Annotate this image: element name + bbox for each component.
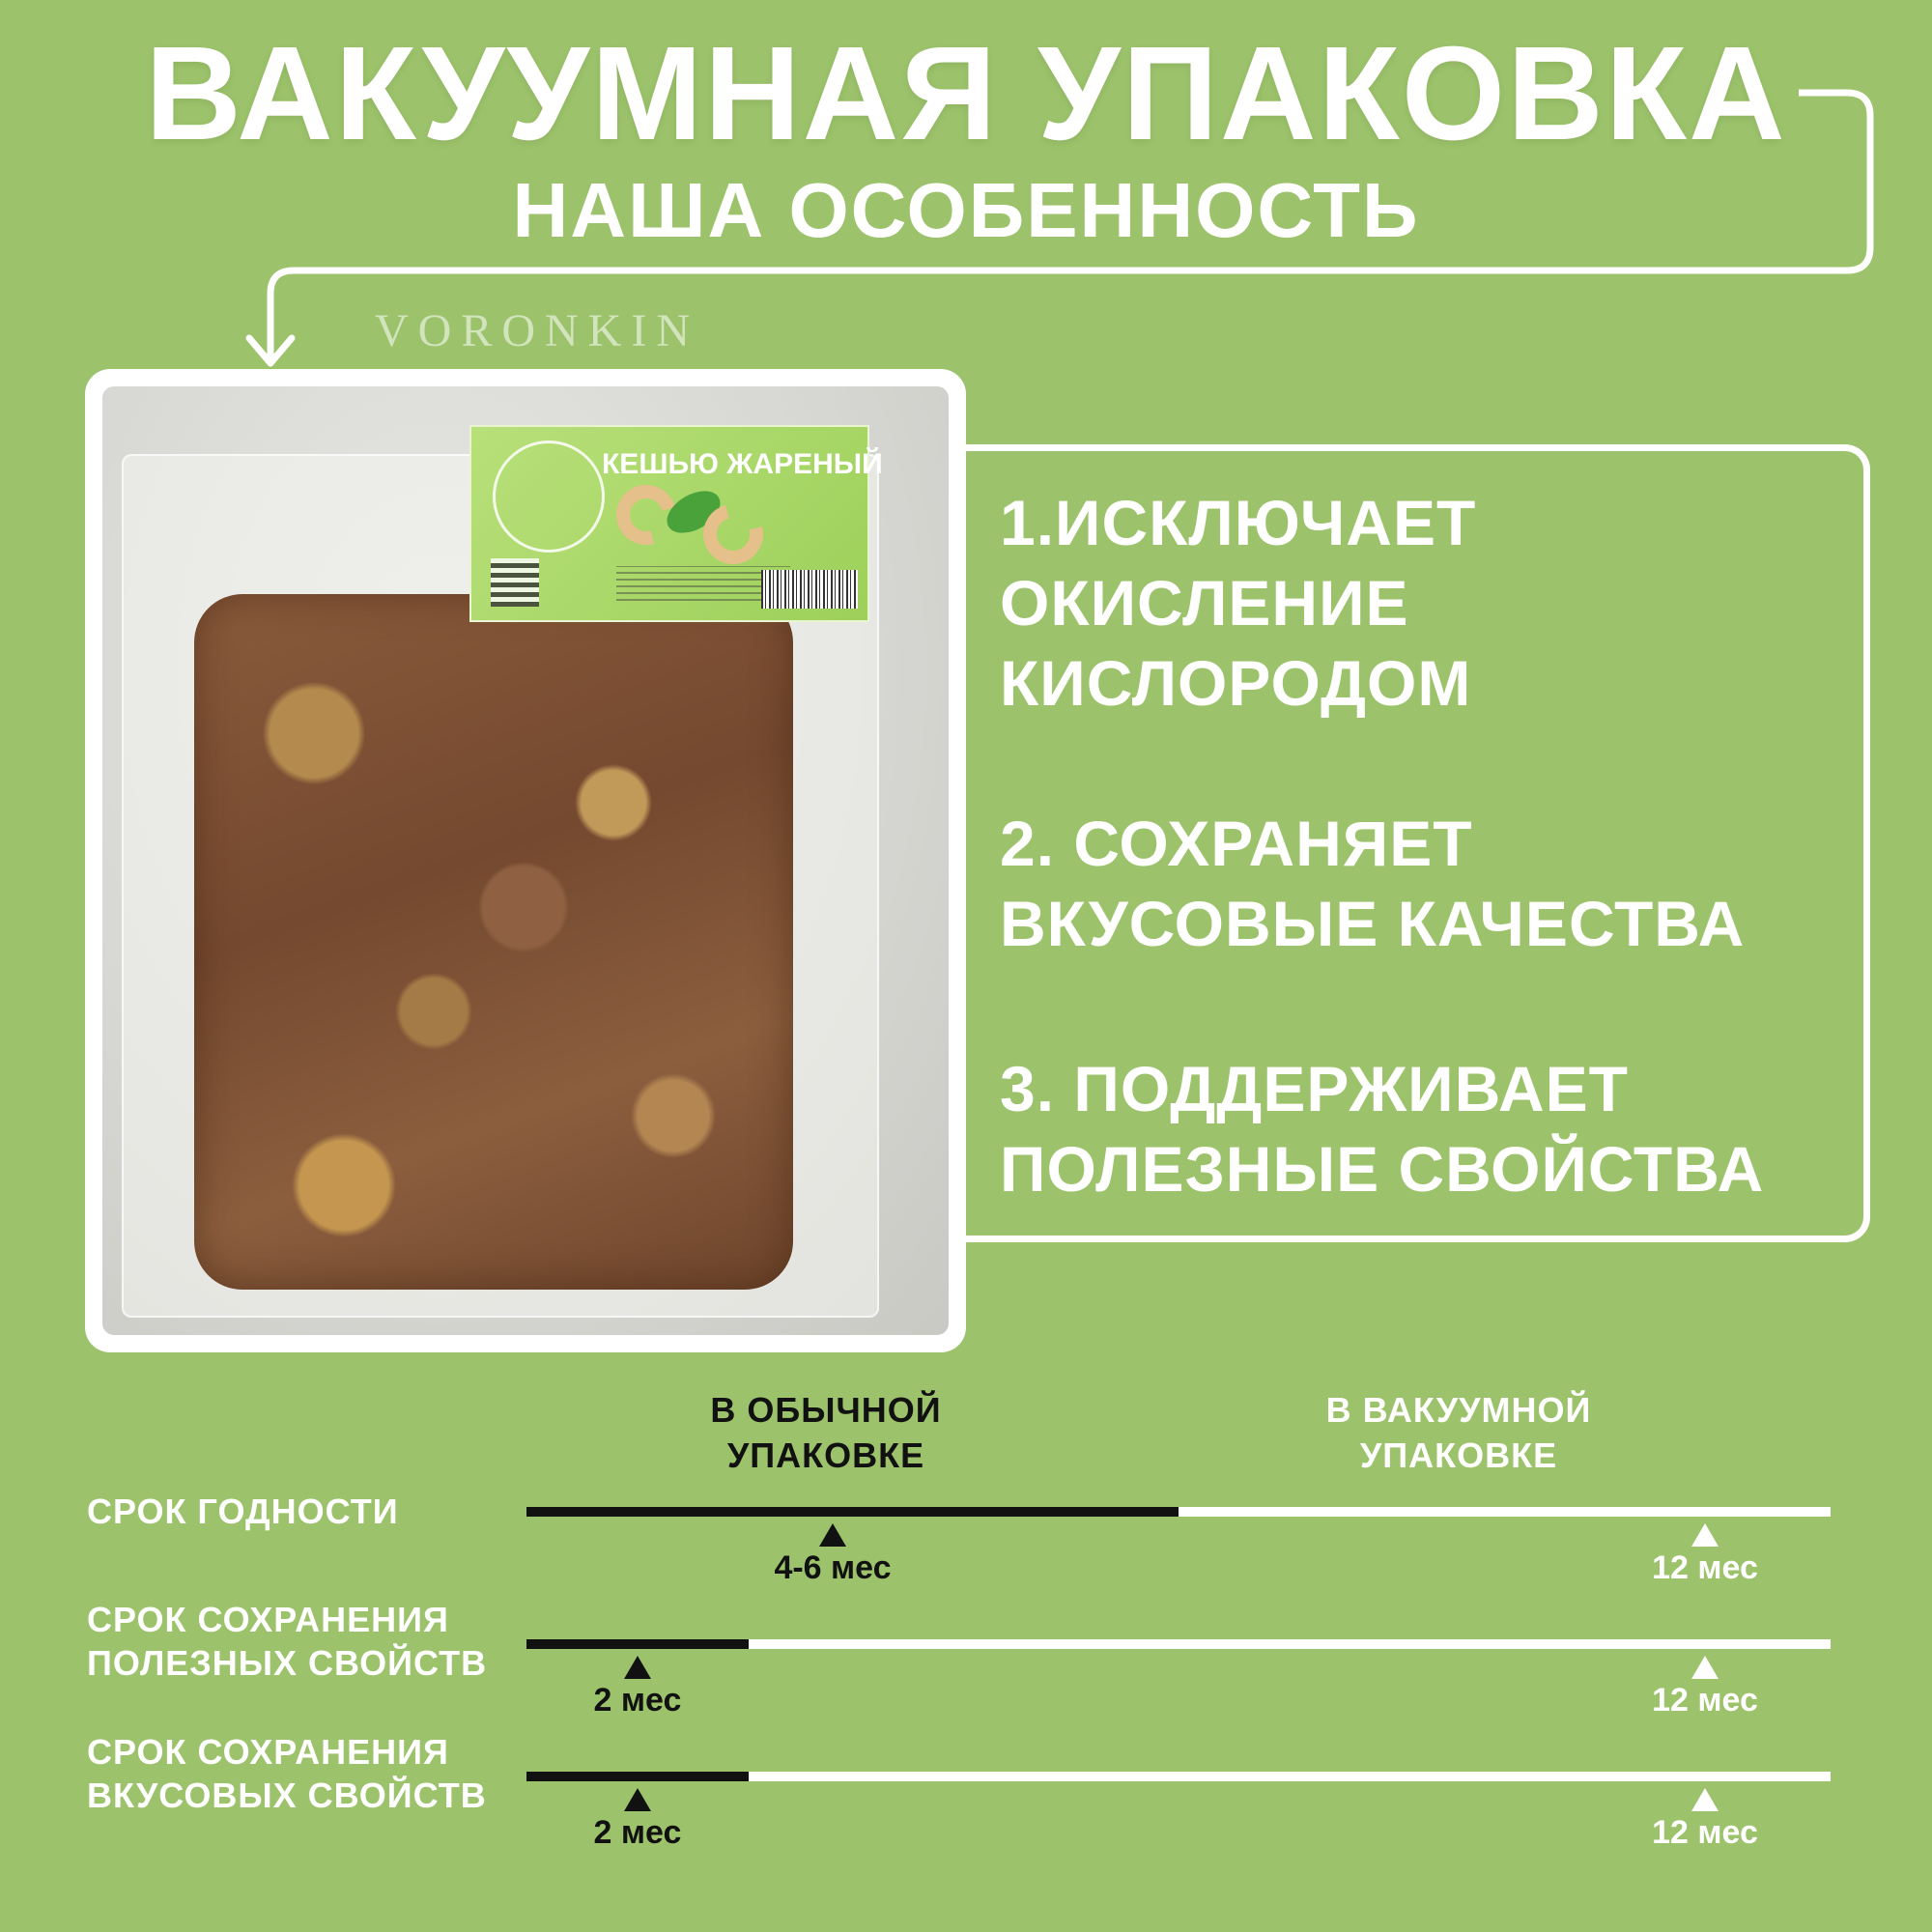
benefit-1-line-3: КИСЛОРОДОМ — [1000, 647, 1472, 719]
value-regular-shelf-life: 4-6 мес — [774, 1549, 892, 1586]
tree-logo-icon — [493, 440, 605, 553]
value-regular-taste: 2 мес — [593, 1814, 682, 1851]
page-title: ВАКУУМНАЯ УПАКОВКА — [145, 19, 1787, 168]
product-label-title: КЕШЬЮ ЖАРЕНЫЙ — [602, 448, 883, 480]
product-label — [469, 425, 883, 622]
page-subtitle: НАША ОСОБЕННОСТЬ — [512, 167, 1420, 253]
value-vacuum-nutrients: 12 мес — [1652, 1682, 1758, 1719]
benefit-2-line-2: ВКУСОВЫЕ КАЧЕСТВА — [1000, 888, 1746, 959]
row-label-nutrients-line-1: СРОК СОХРАНЕНИЯ — [87, 1600, 449, 1639]
product-photo-frame — [85, 369, 966, 1352]
marker-regular-taste-icon — [624, 1788, 651, 1811]
column-header-regular — [633, 1387, 1019, 1478]
column-header-regular-line-2: УПАКОВКЕ — [726, 1435, 925, 1475]
value-regular-nutrients: 2 мес — [593, 1682, 682, 1719]
column-header-vacuum-line-1: В ВАКУУМНОЙ — [1325, 1390, 1592, 1430]
row-label-nutrients-line-2: ПОЛЕЗНЫХ СВОЙСТВ — [87, 1643, 488, 1683]
benefit-3-line-2: ПОЛЕЗНЫЕ СВОЙСТВА — [1000, 1133, 1765, 1205]
row-label-shelf-life — [87, 1490, 399, 1533]
row-label-taste-line-2: ВКУСОВЫХ СВОЙСТВ — [87, 1776, 487, 1815]
qr-code-icon — [491, 558, 539, 607]
marker-vacuum-taste-icon — [1691, 1788, 1719, 1811]
cashew-nuts — [194, 594, 793, 1290]
benefit-3 — [1000, 1049, 1869, 1209]
benefit-3-line-1: 3. ПОДДЕРЖИВАЕТ — [1000, 1053, 1629, 1124]
benefit-1-line-1: 1.ИСКЛЮЧАЕТ — [1000, 487, 1477, 558]
brand-logo: VORONKIN — [375, 305, 699, 356]
value-vacuum-shelf-life: 12 мес — [1652, 1549, 1758, 1586]
bar-regular-nutrients — [526, 1639, 749, 1649]
marker-vacuum-nutrients-icon — [1691, 1656, 1719, 1679]
product-photo — [102, 386, 949, 1335]
benefit-1-line-2: ОКИСЛЕНИЕ — [1000, 567, 1409, 639]
column-header-vacuum — [1265, 1387, 1652, 1478]
connector-arrow — [0, 0, 1932, 386]
row-label-taste-line-1: СРОК СОХРАНЕНИЯ — [87, 1732, 449, 1772]
benefit-2-line-1: 2. СОХРАНЯЕТ — [1000, 808, 1473, 879]
row-label-shelf-life-line-1: СРОК ГОДНОСТИ — [87, 1492, 399, 1531]
benefit-1 — [1000, 483, 1869, 724]
bar-regular-shelf-life — [526, 1507, 1179, 1517]
benefit-2 — [1000, 804, 1869, 964]
row-label-nutrients — [87, 1598, 487, 1685]
column-header-vacuum-line-2: УПАКОВКЕ — [1359, 1435, 1558, 1475]
barcode-icon — [761, 570, 858, 609]
marker-regular-shelf-life-icon — [819, 1523, 846, 1547]
marker-vacuum-shelf-life-icon — [1691, 1523, 1719, 1547]
column-header-regular-line-1: В ОБЫЧНОЙ — [710, 1390, 942, 1430]
bar-regular-taste — [526, 1772, 749, 1781]
value-vacuum-taste: 12 мес — [1652, 1814, 1758, 1851]
row-label-taste — [87, 1730, 487, 1817]
marker-regular-nutrients-icon — [624, 1656, 651, 1679]
